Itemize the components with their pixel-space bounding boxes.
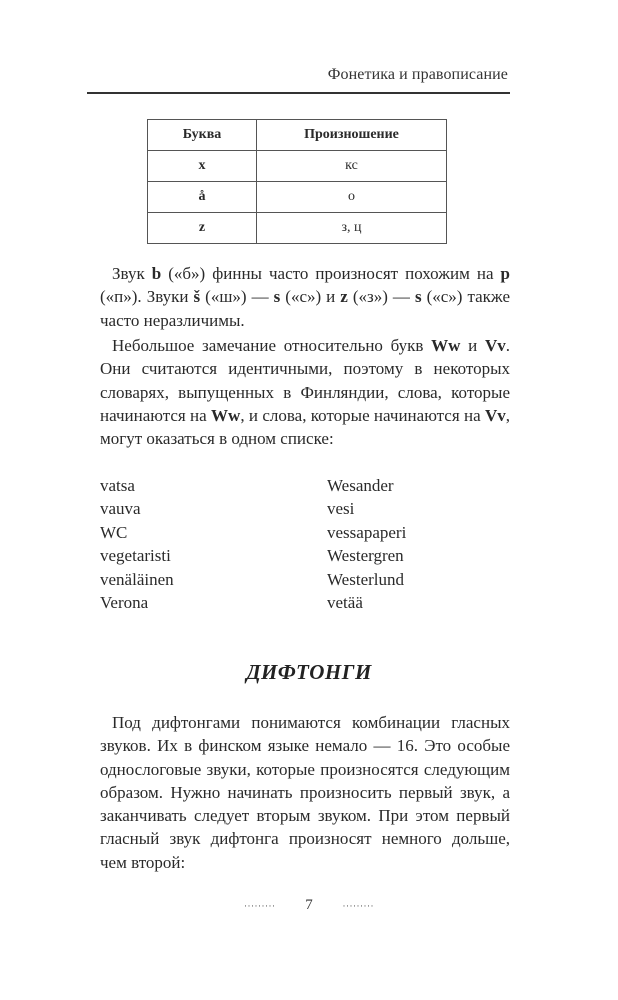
cell-pronunciation: кс (257, 151, 447, 182)
bold-letter: z (340, 287, 348, 307)
list-item: Verona (100, 593, 149, 613)
section-heading: ДИФТОНГИ (246, 660, 372, 684)
list-item: venäläinen (100, 569, 174, 589)
list-item: WC (100, 522, 128, 542)
cell-pronunciation: з, ц (257, 213, 447, 244)
cell-letter: x (148, 151, 257, 182)
table-row (148, 213, 447, 244)
bold-letter: š (193, 287, 201, 307)
footer-dots-right: ········· (342, 900, 374, 911)
paragraph-b-p-sounds (100, 262, 510, 332)
table-header-row (148, 120, 447, 151)
list-item: vesi (327, 499, 355, 519)
list-item: Westerlund (327, 569, 404, 589)
cell-letter: z (148, 213, 257, 244)
text-run: («б») финны часто произносят похожим на (161, 264, 501, 283)
table-row (148, 182, 447, 213)
text-run: («с») и (280, 287, 341, 307)
column-header-letter: Буква (148, 120, 257, 151)
text-run: («ш») — (200, 287, 274, 307)
list-item: vetää (327, 593, 363, 613)
page-footer (0, 897, 618, 914)
cell-letter: å (148, 182, 257, 213)
list-item: vauva (100, 499, 141, 519)
page-number: 7 (305, 897, 313, 913)
text-run: Звук (112, 264, 152, 283)
list-item: vegetaristi (100, 546, 171, 566)
header-title: Фонетика и правописание (327, 66, 508, 83)
letters-table (147, 119, 447, 244)
text-run: . Они считаются идентичными, поэтому в некоторых словарях, выпущенных в Финляндии, слова, которые начинаются на (100, 336, 510, 425)
paragraph-ww-vv-note (100, 334, 510, 450)
word-list-right-column (327, 474, 406, 614)
table-row (148, 151, 447, 182)
text-run: («з») — (347, 287, 415, 307)
text-run: Под дифтонгами понимаются комбинации гласных звуков. Их в финском языке немало — 16. Это особые однослоговые звуки, которые произносятся следующим образом. Нужно начинать произносить первый звук, а заканчивать следует вторым звуком. При этом первый гласный звук дифтонга произносят немного дольше, чем второй: (100, 713, 510, 872)
text-run: , могут оказаться в одном списке: (100, 405, 510, 449)
bold-letter: Ww (431, 336, 461, 355)
list-item: vatsa (100, 476, 135, 495)
running-header (87, 64, 510, 94)
footer-dots-left: ········· (244, 900, 276, 911)
column-header-pronunciation: Произношение (257, 120, 447, 151)
cell-pronunciation: о (257, 182, 447, 213)
paragraph-diphthongs (100, 711, 510, 874)
word-list-left-column (100, 474, 174, 614)
text-run: («с») также часто неразличимы. (100, 287, 510, 330)
bold-letter: Vv (484, 405, 506, 425)
bold-letter: p (500, 264, 510, 283)
bold-letter: s (414, 287, 422, 307)
bold-letter: b (151, 264, 162, 283)
list-item: vessapaperi (327, 522, 407, 542)
bold-letter: Vv (484, 336, 506, 355)
bold-letter: s (273, 287, 281, 307)
text-run: («п»). Звуки (100, 287, 194, 307)
bold-letter: Ww (211, 405, 241, 425)
text-run: и (460, 336, 485, 355)
list-item: Westergren (327, 546, 404, 566)
text-run: Небольшое замечание относительно букв (112, 336, 432, 355)
text-run: , и слова, которые начинаются на (240, 405, 485, 425)
list-item: Wesander (327, 476, 394, 495)
